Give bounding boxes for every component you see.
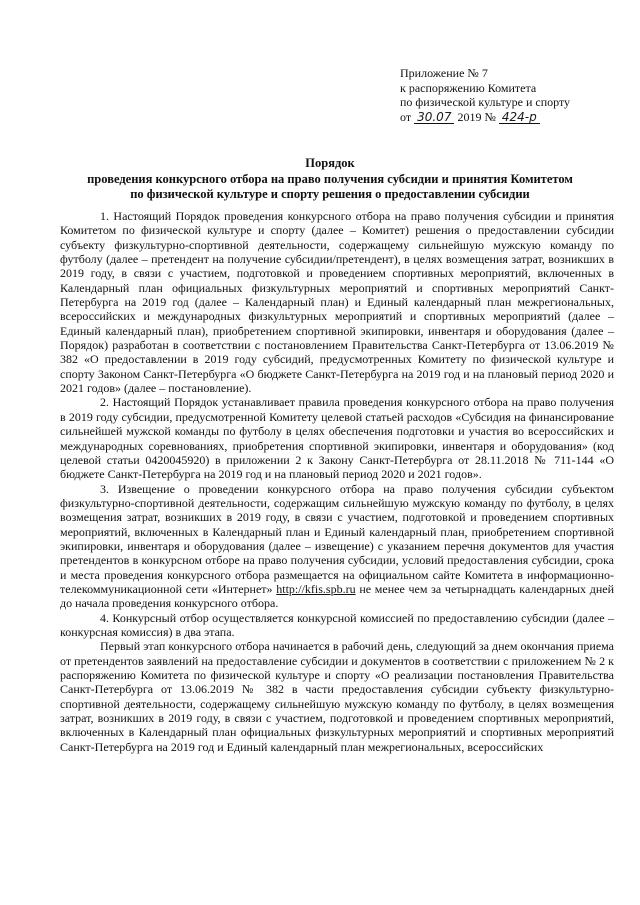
handwritten-date: 30.07: [414, 111, 454, 124]
document-title: [60, 156, 600, 201]
year-number-label: 2019 №: [457, 109, 496, 124]
paragraph-3-text: 3. Извещение о проведении конкурсного отбора на право получения субсидии субъектом физкультурно-спортивной деятельности, содержащим сильнейшую мужскую команду по футболу, в целях возмещения затрат, возникших в 2019 году, в связи с участием, подготовкой и проведением спортивных мероприятий, включенных в Календарный план и Единый календарный план, приобретением спортивной экипировки, инвентаря и оборудования (далее – извещение) с указанием перечня документов для участия претендентов в конкурсном отборе на право получения субсидии, условий предоставления субсидии, срока и места проведения конкурсного отбора размещается на официальном сайте Комитета в информационно-телекоммуникационной сети «Интернет»: [60, 481, 614, 596]
document-body: [60, 209, 614, 754]
paragraph-3: [60, 482, 614, 611]
title-line-3: по физической культуре и спорту решения о предоставлении субсидии: [130, 186, 530, 201]
appendix-committee: по физической культуре и спорту: [400, 95, 571, 110]
paragraph-5: Первый этап конкурсного отбора начинается в рабочий день, следующий за днем окончания приема от претендентов заявлений на предоставление субсидии и документов в соответствии с приложением № 2 к распоряжению Комитета по физической культуре и спорту «О реализации постановления Правительства Санкт-Петербурга от 13.06.2019 № 382 в части предоставления субсидии субъекту физкультурно-спортивной деятельности, содержащему сильнейшую мужскую команду по футболу, в целях возмещения затрат, возникших в 2019 году, в связи с участием, подготовкой и проведением спортивных мероприятий, включенных в Календарный план официальных физкультурных мероприятий и спортивных мероприятий Санкт-Петербурга на 2019 год и Единый календарный план межрегиональных, всероссийских: [60, 639, 614, 754]
paragraph-3-tail: не менее чем за четырнадцать календарных дней до начала проведения конкурсного отбора.: [60, 581, 615, 611]
appendix-number: Приложение № 7: [400, 66, 488, 80]
title-heading: Порядок: [305, 156, 355, 170]
paragraph-4: 4. Конкурсный отбор осуществляется конкурсной комиссией по предоставлению субсидии (далее – конкурсная комиссия) в два этапа.: [60, 610, 614, 639]
appendix-date-row: [400, 110, 570, 125]
date-prefix: от: [400, 109, 412, 124]
appendix-order-ref: к распоряжению Комитета: [400, 80, 537, 95]
committee-website-link[interactable]: http://kfis.spb.ru: [276, 581, 356, 596]
appendix-header: [400, 66, 570, 124]
handwritten-number: 424-р: [499, 111, 540, 124]
paragraph-1: 1. Настоящий Порядок проведения конкурсного отбора на право получения субсидии и принятия Комитетом по физической культуре и спорту (далее – Комитет) решения о предоставлении субсидии субъекту физкультурно-спортивной деятельности, содержащему сильнейшую мужскую команду по футболу (далее – претендент на получение субсидии/претендент), в целях возмещения затрат, возникших в 2019 году, в связи с участием, подготовкой и проведением спортивных мероприятий, включенных в Календарный план официальных физкультурных мероприятий и спортивных мероприятий Санкт-Петербурга на 2019 год (далее – Календарный план) и Единый календарный план межрегиональных, всероссийских и международных физкультурных мероприятий и спортивных мероприятий (далее – Единый календарный план), приобретением спортивной экипировки, инвентаря и оборудования (далее – Порядок) разработан в соответствии с постановлением Правительства Санкт-Петербурга от 13.06.2019 № 382 «О предоставлении в 2019 году субсидий, предусмотренных Комитету по физической культуре и спорту Законом Санкт-Петербурга «О бюджете Санкт-Петербурга на 2019 год и на плановый период 2020 и 2021 годов» (далее – постановление).: [60, 209, 614, 396]
title-line-2: проведения конкурсного отбора на право получения субсидии и принятия Комитетом: [87, 172, 573, 187]
paragraph-2: 2. Настоящий Порядок устанавливает правила проведения конкурсного отбора на право получения в 2019 году субсидии, предусмотренной Комитету целевой статьей расходов «Субсидия на финансирование сильнейшей мужской команды по футболу в целях обеспечения подготовки и участия во всероссийских и международных соревнованиях, приобретения спортивной экипировки, инвентаря и оборудования» (код целевой статьи 0420045920) в приложении 2 к Закону Санкт-Петербурга от 28.11.2018 № 711-144 «О бюджете Санкт-Петербурга на 2019 год и на плановый период 2020 и 2021 годов».: [60, 395, 614, 482]
